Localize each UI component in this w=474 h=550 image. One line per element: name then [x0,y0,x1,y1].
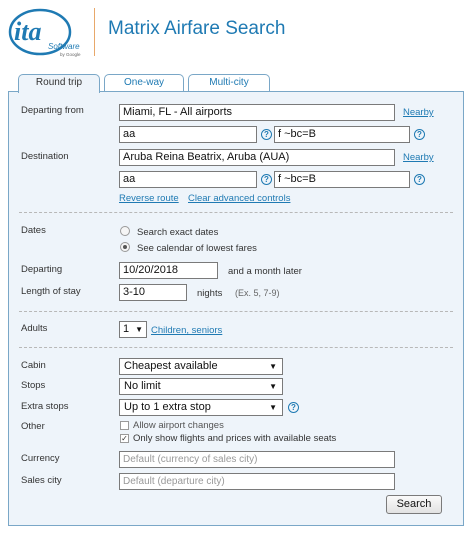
stops-select[interactable] [119,378,283,395]
sales-city-input[interactable]: Default (departure city) [119,473,395,490]
chevron-down-icon: ▼ [269,403,277,412]
nights-label: nights [197,288,223,299]
currency-label: Currency [21,453,60,464]
search-exact-dates-label: Search exact dates [137,227,219,238]
allow-airport-changes-label: Allow airport changes [133,420,224,431]
header-separator [94,8,95,56]
search-form-panel [8,91,464,526]
departing-from-label: Departing from [21,105,84,116]
departing-date-suffix: and a month later [228,266,302,277]
chevron-down-icon: ▼ [135,325,143,334]
cabin-select[interactable] [119,358,283,375]
chevron-down-icon: ▼ [269,382,277,391]
calendar-lowest-fares-radio[interactable] [120,242,130,252]
destination-carrier-input[interactable]: aa [119,171,257,188]
extra-stops-value: Up to 1 extra stop [124,401,211,413]
tab-round-trip[interactable]: Round trip [18,74,100,93]
svg-text:ita: ita [14,17,42,46]
svg-text:by Google: by Google [60,52,81,57]
help-icon[interactable]: ? [414,174,425,185]
allow-airport-changes-checkbox[interactable] [120,421,129,430]
length-of-stay-input[interactable]: 3-10 [119,284,187,301]
adults-value: 1 [123,323,130,335]
available-seats-checkbox[interactable]: ✓ [121,434,128,443]
length-of-stay-label: Length of stay [21,286,81,297]
help-icon[interactable]: ? [261,174,272,185]
clear-advanced-controls-link[interactable]: Clear advanced controls [188,193,291,204]
reverse-route-link[interactable]: Reverse route [119,193,179,204]
dates-label: Dates [21,225,46,236]
extra-stops-select[interactable] [119,399,283,416]
available-seats-label: Only show flights and prices with available seats [133,433,337,444]
tab-multi-city[interactable]: Multi-city [188,74,270,91]
help-icon[interactable]: ? [414,129,425,140]
chevron-down-icon: ▼ [269,362,277,371]
destination-input[interactable]: Aruba Reina Beatrix, Aruba (AUA) [119,149,395,166]
nearby-departing-link[interactable]: Nearby [403,107,434,118]
nearby-destination-link[interactable]: Nearby [403,152,434,163]
adults-select[interactable] [119,321,147,338]
destination-label: Destination [21,151,69,162]
other-label: Other [21,421,45,432]
departing-routing-input[interactable]: f ~bc=B [274,126,410,143]
extra-stops-label: Extra stops [21,401,69,412]
cabin-value: Cheapest available [124,360,218,372]
stay-example-note: (Ex. 5, 7-9) [235,288,280,298]
currency-input[interactable]: Default (currency of sales city) [119,451,395,468]
section-divider [19,347,453,348]
calendar-lowest-fares-label: See calendar of lowest fares [137,243,257,254]
help-icon[interactable]: ? [288,402,299,413]
search-button[interactable]: Search [386,495,442,514]
stops-value: No limit [124,380,161,392]
children-seniors-link[interactable]: Children, seniors [151,325,223,336]
destination-routing-input[interactable]: f ~bc=B [274,171,410,188]
section-divider [19,212,453,213]
adults-label: Adults [21,323,48,334]
ita-software-logo [8,6,90,58]
departing-from-input[interactable]: Miami, FL - All airports [119,104,395,121]
departing-carrier-input[interactable]: aa [119,126,257,143]
section-divider [19,311,453,312]
sales-city-label: Sales city [21,475,62,486]
departing-date-label: Departing [21,264,63,275]
tab-one-way[interactable]: One-way [104,74,184,91]
help-icon[interactable]: ? [261,129,272,140]
search-exact-dates-radio[interactable] [120,226,130,236]
departing-date-input[interactable]: 10/20/2018 [119,262,218,279]
cabin-label: Cabin [21,360,46,371]
stops-label: Stops [21,380,46,391]
svg-text:Software: Software [48,42,80,51]
page-title: Matrix Airfare Search [108,18,286,39]
